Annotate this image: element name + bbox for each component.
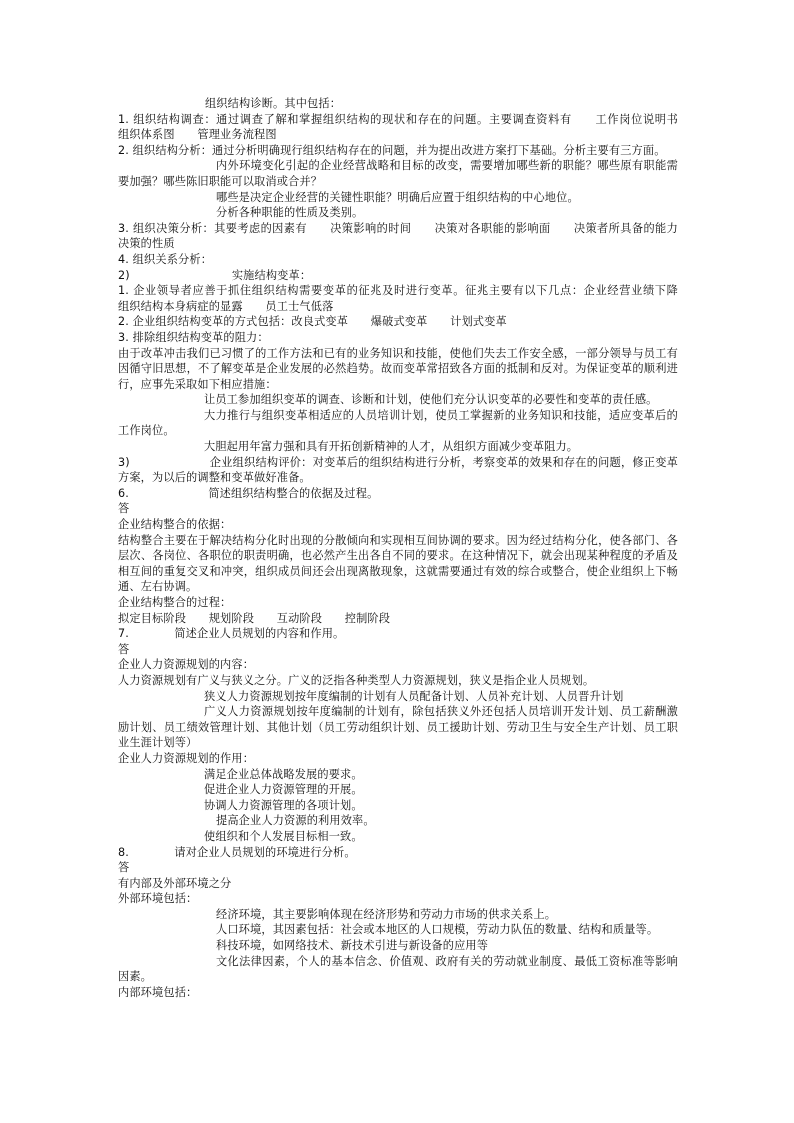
text-line: 4. 组织关系分析： — [118, 252, 213, 266]
text-line: 提高企业人力资源的利用效率。 — [216, 814, 375, 828]
text-line: 2. 组织结构分析：通过分析明确现行组织结构存在的问题，并为提出改进方案打下基础。分析主要有三方面。 — [118, 143, 666, 157]
text-line: 科技环境，如网络技术、新技术引进与新设备的应用等 — [216, 939, 489, 953]
text-line: 狭义人力资源规划按年度编制的计划有人员配备计划、人员补充计划、人员晋升计划 — [204, 689, 624, 703]
text-line: 哪些是决定企业经营的关键性职能？明确后应置于组织结构的中心地位。 — [216, 190, 579, 204]
text-line: 2) 实施结构变革： — [118, 268, 312, 282]
text-line: 答 — [118, 861, 130, 875]
text-line: 内部环境包括： — [118, 985, 198, 999]
text-line: 人力资源规划有广义与狭义之分。广义的泛指各种类型人力资源规划，狭义是指企业人员规划。 — [118, 673, 595, 687]
text-line: 大力推行与组织变革相适应的人员培训计划，使员工掌握新的业务知识和技能，适应变革后的工作岗位。 — [118, 408, 678, 438]
text-line: 文化法律因素，个人的基本信念、价值观、政府有关的劳动就业制度、最低工资标准等影响因素。 — [118, 954, 678, 984]
text-line: 有内部及外部环境之分 — [118, 876, 232, 890]
text-line: 人口环境，其因素包括：社会或本地区的人口规模，劳动力队伍的数量、结构和质量等。 — [216, 923, 659, 937]
text-line: 3) 企业组织结构评价：对变革后的组织结构进行分析，考察变革的效果和存在的问题，修正变革方案，为以后的调整和变革做好准备。 — [118, 455, 678, 485]
text-line: 使组织和个人发展目标相一致。 — [204, 829, 363, 843]
text-line: 经济环境，其主要影响体现在经济形势和劳动力市场的供求关系上。 — [216, 907, 557, 921]
text-line: 广义人力资源规划按年度编制的计划有，除包括狭义外还包括人员培训开发计划、员工薪酬激励计划、员工绩效管理计划、其他计划（员工劳动组织计划、员工援助计划、劳动卫生与安全生产计划、员工职业生涯计划等） — [118, 705, 678, 750]
text-line: 结构整合主要在于解决结构分化时出现的分散倾向和实现相互间协调的要求。因为经过结构分化，使各部门、各层次、各岗位、各职位的职责明确，也必然产生出各自不同的要求。在这种情况下，就会出现某种程度的矛盾及相互间的重复交叉和冲突，组织成员间还会出现离散现象，这就需要通过有效的综合或整合，使企业组织上下畅通、左右协调。 — [118, 533, 678, 594]
text-line: 大胆起用年富力强和具有开拓创新精神的人才，从组织方面减少变革阻力。 — [204, 440, 579, 454]
text-line: 1. 企业领导者应善于抓住组织结构需要变革的征兆及时进行变革。征兆主要有以下几点：企业经营业绩下降 组织结构本身病症的显露 员工士气低落 — [118, 284, 701, 313]
text-line: 企业结构整合的依据： — [118, 518, 232, 532]
text-line: 协调人力资源管理的各项计划。 — [204, 798, 363, 812]
text-line: 3. 组织决策分析：其要考虑的因素有 决策影响的时间 决策对各职能的影响面 决策者所具备的能力 决策的性质 — [118, 221, 701, 251]
text-line: 让员工参加组织变革的调查、诊断和计划，使他们充分认识变革的必要性和变革的责任感。 — [204, 393, 658, 407]
text-line: 2. 企业组织结构变革的方式包括：改良式变革 爆破式变革 计划式变革 — [118, 315, 507, 329]
text-line: 3. 排除组织结构变革的阻力： — [118, 330, 269, 344]
text-line: 内外环境变化引起的企业经营战略和目标的改变，需要增加哪些新的职能？哪些原有职能需要加强？哪些陈旧职能可以取消或合并？ — [118, 159, 678, 188]
text-line: 由于改革冲击我们已习惯了的工作方法和已有的业务知识和技能，使他们失去工作安全感，一部分领导与员工有因循守旧思想，不了解变革是企业发展的必然趋势。故而变革常招致各方面的抵制和反对。为保证变革的顺利进行，应事先采取如下相应措施： — [118, 346, 678, 391]
text-line: 1. 组织结构调查：通过调查了解和掌握组织结构的现状和存在的问题。主要调查资料有 工作岗位说明书 组织体系图 管理业务流程图 — [118, 112, 701, 142]
text-line: 满足企业总体战略发展的要求。 — [204, 767, 363, 781]
text-line: 拟定目标阶段 规划阶段 互动阶段 控制阶段 — [118, 611, 391, 625]
text-line: 6. 简述组织结构整合的依据及过程。 — [118, 486, 379, 500]
text-line: 外部环境包括： — [118, 892, 198, 906]
document-page — [118, 96, 701, 1000]
text-line: 答 — [118, 502, 130, 516]
text-line: 企业结构整合的过程： — [118, 596, 232, 609]
text-line: 促进企业人力资源管理的开展。 — [204, 783, 363, 797]
text-line: 分析各种职能的性质及类别。 — [216, 206, 364, 220]
text-line: 8. 请对企业人员规划的环境进行分析。 — [118, 845, 356, 859]
text-line: 企业人力资源规划的内容： — [118, 658, 255, 672]
text-line: 企业人力资源规划的作用： — [118, 751, 255, 765]
text-line: 答 — [118, 642, 130, 656]
text-line: 7. 简述企业人员规划的内容和作用。 — [118, 627, 345, 641]
text-line: 组织结构诊断。其中包括： — [205, 97, 342, 110]
